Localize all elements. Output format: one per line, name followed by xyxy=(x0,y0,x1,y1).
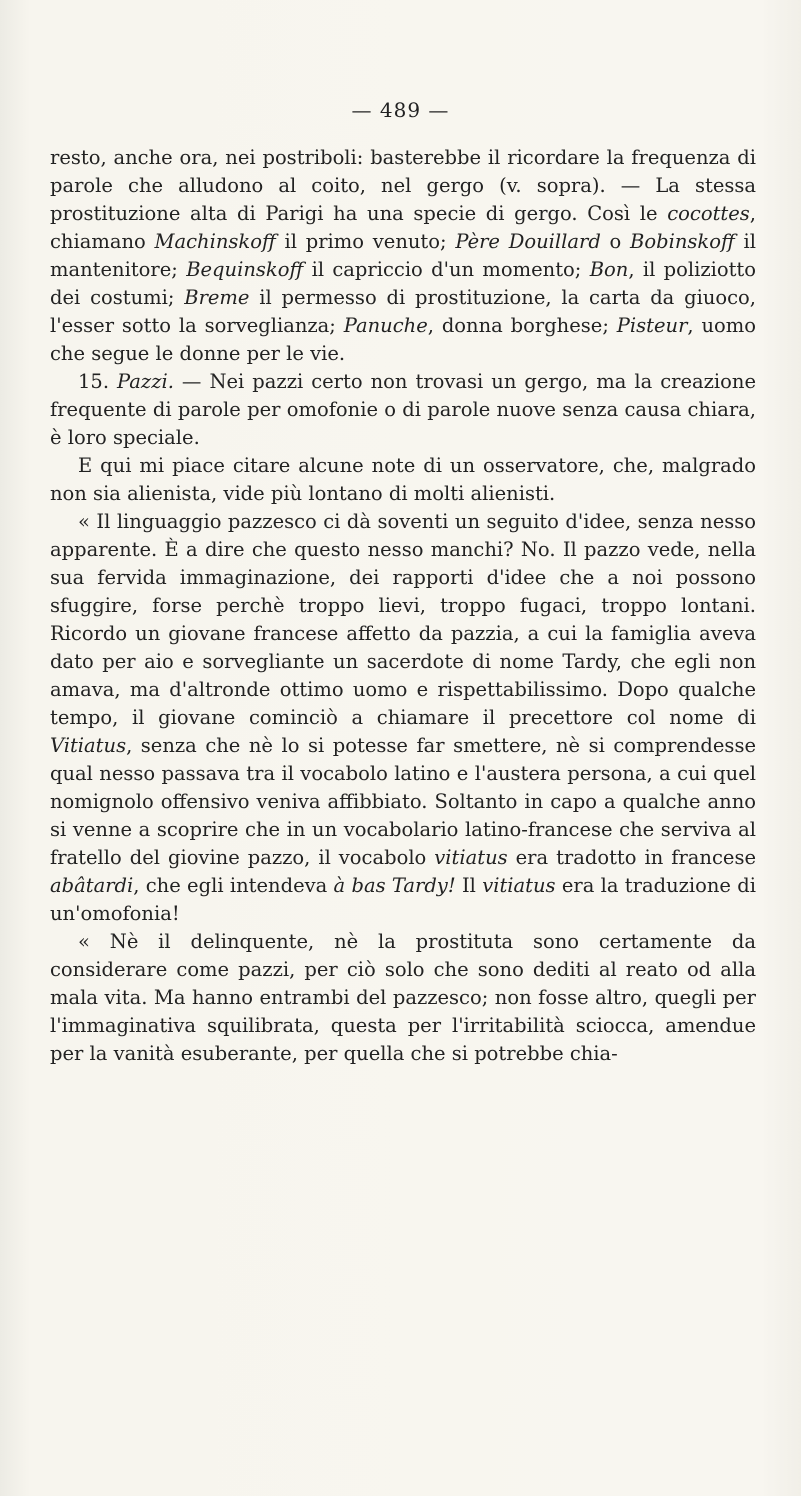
text-run: il mantenitore; xyxy=(50,230,757,281)
italic-term: Breme xyxy=(184,286,250,309)
text-run: , il poliziotto dei costumi; xyxy=(50,258,756,309)
text-run: il permesso di prostituzione, la carta da giuoco, l'esser sotto la sorveglianza; xyxy=(50,286,756,337)
text-run: , senza che nè lo si potesse far smettere, nè si comprendesse qual nesso passava tra il vocabolo latino e l'austera persona, a cui quel nomignolo offensivo veniva affibbiato. Soltanto in capo a qualche anno si venne a scoprire che in un vocabolario latino-francese che serviva al fratello del giovine pazzo, il vocabolo xyxy=(50,734,756,869)
italic-term: à bas Tardy! xyxy=(333,874,456,897)
text-run: « Il linguaggio pazzesco ci dà soventi un seguito d'idee, senza nesso apparente. È a dire che questo nesso manchi? No. Il pazzo vede, nella sua fervida immaginazione, dei rapporti d'idee che a noi possono sfuggire, forse perchè troppo lievi, troppo fugaci, troppo lontani. Ricordo un giovane francese affetto da pazzia, a cui la famiglia aveva dato per aio e sorvegliante un sacerdote di nome Tardy, che egli non amava, ma d'altronde ottimo uomo e rispettabilissimo. Dopo qualche tempo, il giovane cominciò a chiamare il precettore col nome di xyxy=(50,510,756,729)
text-run: il primo venuto; xyxy=(275,230,456,253)
italic-term: Vitiatus xyxy=(50,734,127,757)
italic-term: Bobinskoff xyxy=(630,230,735,253)
text-run: — Nei pazzi certo non trovasi un gergo, ma la creazione frequente di parole per omofonie o di parole nuove senza causa chiara, è loro speciale. xyxy=(50,370,756,449)
paragraph-p1 xyxy=(50,144,756,368)
italic-term: Père Douillard xyxy=(455,230,601,253)
text-run: « Nè il delinquente, nè la prostituta sono certamente da considerare come pazzi, per ciò solo che sono dediti al reato od alla mala vita. Ma hanno entrambi del pazzesco; non fosse altro, quegli per l'immaginativa squilibrata, questa per l'irritabilità sciocca, amendue per la vanità esuberante, per quella che si potrebbe chia- xyxy=(50,930,756,1065)
text-run: era tradotto in francese xyxy=(507,846,756,869)
italic-term: Panuche xyxy=(343,314,428,337)
italic-term: Pisteur xyxy=(616,314,688,337)
text-run: , che egli intendeva xyxy=(133,874,334,897)
italic-term: Bequinskoff xyxy=(186,258,304,281)
paragraph-p4 xyxy=(50,508,756,928)
italic-term: abâtardi xyxy=(50,874,134,897)
italic-term: vitiatus xyxy=(482,874,556,897)
italic-term: vitiatus xyxy=(434,846,508,869)
paragraph-p5 xyxy=(50,928,756,1068)
text-run: 15. xyxy=(78,370,118,393)
italic-term: Pazzi. xyxy=(117,370,174,393)
text-run: , chiamano xyxy=(50,202,756,253)
paragraph-p2 xyxy=(50,368,756,452)
text-run: resto, anche ora, nei postriboli: basterebbe il ricordare la frequenza di parole che alludono al coito, nel gergo (v. sopra). — La stessa prostituzione alta di Parigi ha una specie di gergo. Così le xyxy=(50,146,756,225)
text-run: era la traduzione di un'omofonia! xyxy=(50,874,756,925)
italic-term: Machinskoff xyxy=(154,230,276,253)
text-run: , uomo che segue le donne per le vie. xyxy=(50,314,756,365)
page-number: — 489 — xyxy=(351,98,450,122)
text-run: Il xyxy=(455,874,483,897)
text-run: E qui mi piace citare alcune note di un osservatore, che, malgrado non sia alienista, vide più lontano di molti alienisti. xyxy=(50,454,756,505)
body-text xyxy=(50,144,756,1068)
text-run: il capriccio d'un momento; xyxy=(303,258,590,281)
text-run: , donna borghese; xyxy=(427,314,617,337)
paragraph-p3 xyxy=(50,452,756,508)
italic-term: Bon xyxy=(589,258,629,281)
text-run: o xyxy=(600,230,631,253)
italic-term: cocottes xyxy=(667,202,750,225)
